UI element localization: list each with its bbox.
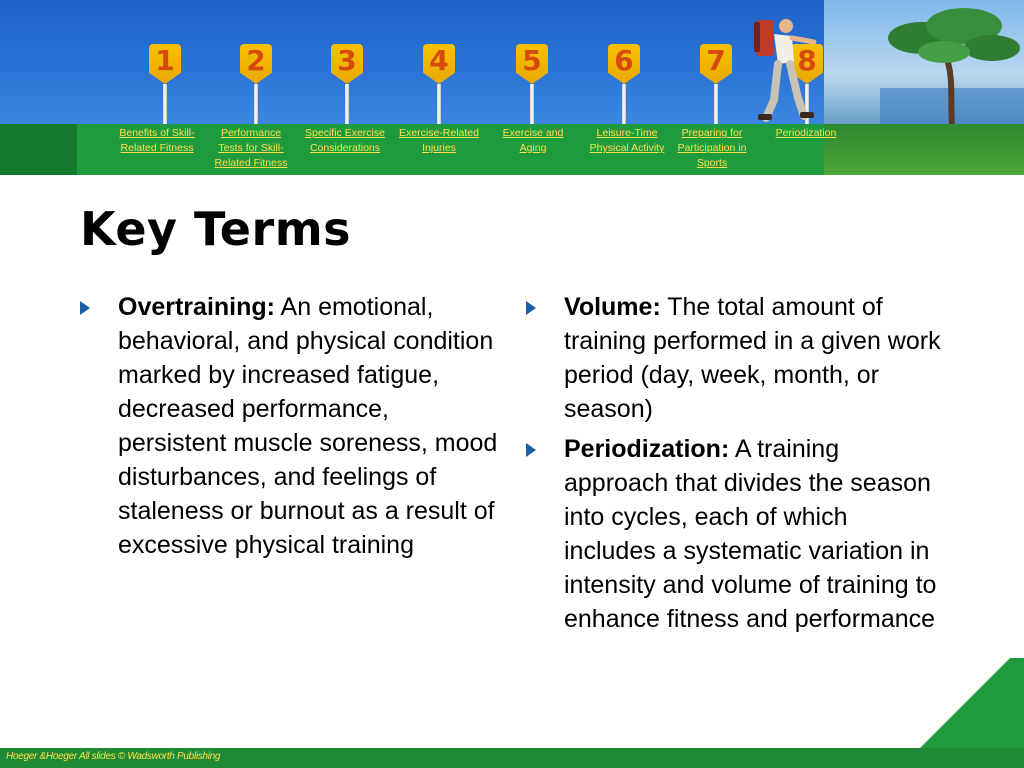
- term-name: Volume:: [564, 293, 661, 321]
- footer-credit: Hoeger &Hoeger All slides © Wadsworth Publishing: [6, 751, 221, 762]
- marker-number: 5: [522, 44, 542, 77]
- nav-link-exercise-related-injuries[interactable]: Exercise-Related Injuries: [399, 127, 479, 154]
- term-overtraining: [78, 290, 498, 562]
- marker-number: 3: [337, 44, 357, 77]
- step-marker-2: [236, 44, 276, 124]
- slide-title: Key Terms: [80, 202, 351, 256]
- term-name: Periodization:: [564, 435, 730, 463]
- marker-number: 1: [155, 44, 175, 77]
- nav-left-accent: [0, 124, 77, 175]
- step-marker-7: [696, 44, 736, 124]
- marker-pole: [530, 84, 534, 124]
- term-definition: The total amount of training performed in a given work period (day, week, month, or season): [564, 293, 941, 423]
- nav-link-preparing-for-participation[interactable]: Preparing for Participation in Sports: [677, 127, 747, 169]
- nav-link-performance-tests[interactable]: Performance Tests for Skill-Related Fitness: [214, 127, 288, 169]
- marker-pole: [437, 84, 441, 124]
- bullet-arrow-icon: [526, 443, 536, 457]
- nav-link-benefits-skill-related-fitness[interactable]: Benefits of Skill-Related Fitness: [119, 127, 195, 154]
- left-term-column: [78, 290, 498, 568]
- step-marker-4: [419, 44, 459, 124]
- footer-swoosh-decoration: [904, 658, 1024, 748]
- marker-number: 8: [797, 44, 817, 77]
- marker-number: 7: [706, 44, 726, 77]
- marker-pole: [163, 84, 167, 124]
- term-definition: A training approach that divides the season into cycles, each of which includes a systematic variation in intensity and volume of training to enhance fitness and performance: [564, 435, 937, 633]
- nav-link-periodization[interactable]: Periodization: [775, 127, 837, 139]
- term-volume: [524, 290, 944, 426]
- hiker-illustration: [744, 14, 824, 124]
- grass-background: [824, 124, 1024, 175]
- step-marker-1: [145, 44, 185, 124]
- footer-bar: [0, 748, 1024, 768]
- nav-link-specific-exercise-considerations[interactable]: Specific Exercise Considerations: [305, 127, 385, 154]
- header-banner: [0, 0, 1024, 124]
- term-name: Overtraining:: [118, 293, 275, 321]
- marker-number: 4: [429, 44, 449, 77]
- step-marker-3: [327, 44, 367, 124]
- marker-pole: [714, 84, 718, 124]
- right-term-column: [524, 290, 944, 642]
- tree-illustration: [880, 4, 1024, 124]
- marker-pole: [622, 84, 626, 124]
- step-marker-6: [604, 44, 644, 124]
- marker-number: 6: [614, 44, 634, 77]
- bullet-arrow-icon: [80, 301, 90, 315]
- topic-nav-bar: [0, 124, 1024, 175]
- term-periodization: [524, 432, 944, 636]
- marker-pole: [345, 84, 349, 124]
- step-marker-5: [512, 44, 552, 124]
- nav-link-exercise-and-aging[interactable]: Exercise and Aging: [502, 127, 564, 154]
- bullet-arrow-icon: [526, 301, 536, 315]
- term-definition: An emotional, behavioral, and physical condition marked by increased fatigue, decreased performance, persistent muscle soreness, mood disturbances, and feelings of staleness or burnout as a result of excessive physical training: [118, 293, 498, 559]
- marker-pole: [254, 84, 258, 124]
- marker-number: 2: [246, 44, 266, 77]
- nav-link-leisure-time-physical-activity[interactable]: Leisure-Time Physical Activity: [589, 127, 665, 154]
